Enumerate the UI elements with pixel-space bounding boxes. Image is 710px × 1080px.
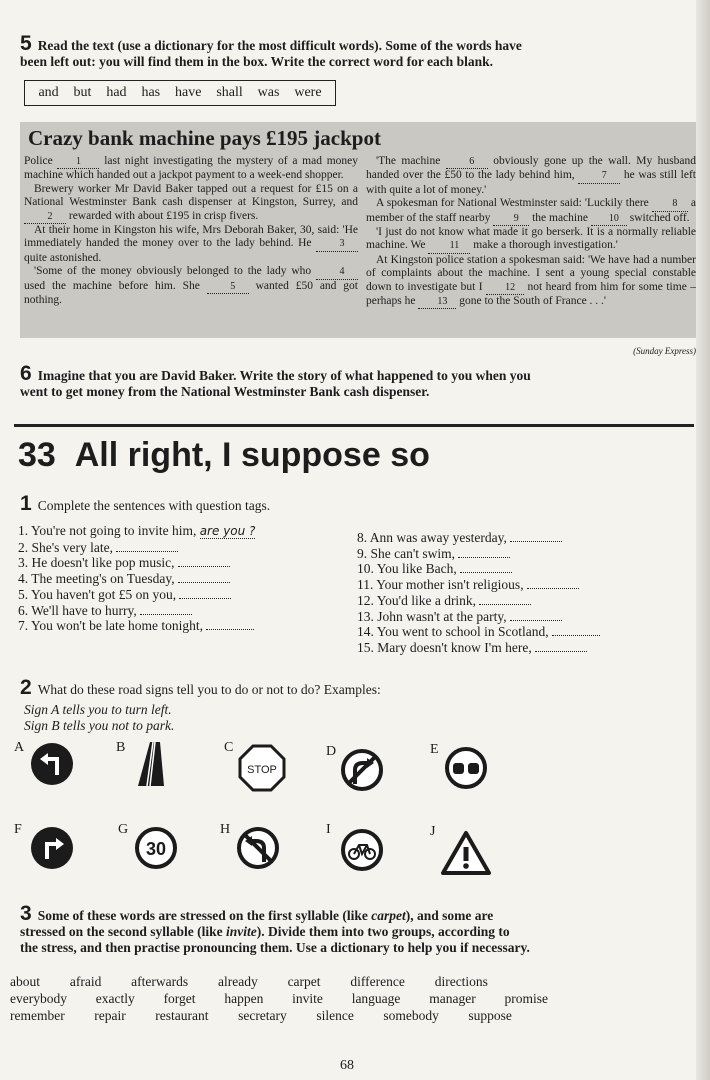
exercise-3-instruction: 3 Some of these words are stressed on the first syllable (like carpet), and some are stressed on the second syllable (like invite). Divide them into two groups, according to the stress, and then practise pronouncing them. Use a dictionary to help you if necessary.: [20, 902, 530, 955]
blank[interactable]: 4: [316, 265, 358, 279]
sign-label: F: [14, 822, 22, 837]
question-item: 1. You're not going to invite him, are you ?: [18, 523, 256, 538]
sign-label: E: [430, 742, 439, 757]
answer-field[interactable]: [178, 582, 230, 583]
example-word: invite: [226, 924, 257, 939]
box-word: was: [257, 85, 280, 100]
article-right-column: [366, 155, 696, 309]
box-word: have: [175, 85, 202, 100]
article-paragraph: At Kingston police station a spokesman said: 'We have had a number of complaints about the machine. I sent a young special constable down to investigate but I 12 not heard from him for some time – perhaps he 13 gone to the South of France . . .': [366, 254, 696, 310]
box-word: but: [73, 85, 92, 100]
question-item: 12. You'd like a drink,: [357, 593, 687, 609]
answer-field[interactable]: [479, 604, 531, 605]
unit-divider: [14, 424, 694, 427]
word: exactly: [95, 991, 135, 1006]
question-item: 3. He doesn't like pop music,: [18, 555, 348, 571]
blank[interactable]: 12: [486, 281, 524, 295]
question-item: 11. Your mother isn't religious,: [357, 577, 687, 593]
blank[interactable]: 3: [316, 237, 358, 251]
word: afraid: [69, 974, 102, 989]
blank[interactable]: 10: [591, 212, 627, 226]
example-b: Sign B tells you not to park.: [24, 718, 175, 733]
exercise-1-instruction: [20, 492, 520, 515]
exercise-6-instruction: [20, 362, 540, 400]
answer-field[interactable]: [460, 572, 512, 573]
question-item: 8. Ann was away yesterday,: [357, 530, 687, 546]
word: carpet: [287, 974, 321, 989]
word: afterwards: [131, 974, 189, 989]
answer-field[interactable]: [552, 635, 600, 636]
blank[interactable]: 2: [24, 210, 66, 224]
no-cycling-sign-icon: [340, 828, 384, 872]
article-paragraph: At their home in Kingston his wife, Mrs Deborah Baker, 30, said: 'He immediately handed the money over to the lady behind. He 3 quite astonished.: [24, 224, 358, 264]
word: everybody: [10, 991, 67, 1006]
blank[interactable]: 8: [652, 197, 688, 211]
question-item: 14. You went to school in Scotland,: [357, 624, 687, 640]
article-paragraph: Police 1 last night investigating the mystery of a mad money machine which handed out a jackpot payment to a week-end shopper.: [24, 155, 358, 182]
instruction-text: Imagine that you are David Baker. Write the story of what happened to you when you went to get money from the National Westminster Bank cash dispenser.: [20, 368, 531, 399]
svg-text:30: 30: [145, 839, 167, 859]
no-parking-road-sign-icon: [130, 742, 174, 786]
word: restaurant: [155, 1008, 209, 1023]
question-item: 5. You haven't got £5 on you,: [18, 587, 348, 603]
word: already: [217, 974, 258, 989]
box-word: has: [141, 85, 161, 100]
answer-field[interactable]: [178, 566, 230, 567]
example-word: carpet: [371, 908, 406, 923]
sign-label: A: [14, 740, 25, 755]
sign-label: D: [326, 744, 337, 759]
question-list-right: [357, 530, 687, 656]
answer-field[interactable]: [535, 651, 587, 652]
blank[interactable]: 9: [493, 212, 529, 226]
word: manager: [429, 991, 476, 1006]
warning-sign-icon: [440, 830, 492, 876]
blank[interactable]: 5: [207, 280, 249, 294]
box-word: had: [106, 85, 127, 100]
article-headline: Crazy bank machine pays £195 jackpot: [28, 126, 381, 150]
exercise-number: 3: [20, 902, 32, 925]
article-left-column: [24, 155, 358, 307]
answer-field[interactable]: [206, 629, 254, 630]
svg-text:STOP: STOP: [247, 764, 277, 776]
answer-field[interactable]: [510, 541, 562, 542]
answer-field[interactable]: [527, 588, 579, 589]
exercise-number: 2: [20, 676, 32, 699]
question-item: 2. She's very late,: [18, 540, 348, 556]
exercise-number: 6: [20, 362, 32, 385]
word-row: [10, 974, 488, 990]
word: about: [10, 974, 40, 989]
box-word: were: [294, 85, 322, 100]
blank[interactable]: 6: [446, 155, 488, 169]
word: somebody: [383, 1008, 439, 1023]
stop-sign-icon: [238, 744, 286, 792]
question-list-left: [18, 523, 348, 634]
sign-label: B: [116, 740, 126, 755]
page-edge-shadow: [696, 0, 710, 1080]
question-item: 13. John wasn't at the party,: [357, 609, 687, 625]
word: directions: [434, 974, 488, 989]
word: repair: [94, 1008, 126, 1023]
answer-field[interactable]: are you ?: [199, 524, 256, 538]
article-paragraph: 'Some of the money obviously belonged to the lady who 4 used the machine before him. She 5 wanted £50 and got nothing.: [24, 265, 358, 307]
exercise-number: 1: [20, 492, 32, 515]
article-paragraph: Brewery worker Mr David Baker tapped out a request for £15 on a National Westminster Bank cash dispenser at Kingston, Surrey, and 2 rewarded with about £195 in crisp fivers.: [24, 183, 358, 224]
word-row: [10, 991, 548, 1007]
article-source: (Sunday Express): [633, 346, 696, 356]
word: promise: [504, 991, 548, 1006]
turn-right-sign-icon: [30, 826, 74, 870]
article-paragraph: A spokesman for National Westminster said: 'Luckily there 8 a member of the staff nearby 9 the machine 10 switched off.: [366, 197, 696, 226]
word: forget: [163, 991, 196, 1006]
no-right-turn-sign-icon: [340, 748, 384, 792]
answer-field[interactable]: [458, 557, 510, 558]
word: difference: [350, 974, 405, 989]
word: secretary: [238, 1008, 287, 1023]
word-row: [10, 1008, 512, 1024]
sign-label: H: [220, 822, 231, 837]
article-paragraph: 'I just do not know what made it go berserk. It is a normally reliable machine. We 11 make a thorough investigation.': [366, 226, 696, 254]
word-box: [24, 80, 336, 106]
unit-heading: All right, I suppose so: [74, 436, 430, 474]
speed-limit-sign-icon: [134, 826, 178, 870]
word: silence: [316, 1008, 354, 1023]
answer-field[interactable]: [140, 614, 192, 615]
sign-label: J: [430, 824, 436, 839]
instruction-text: Complete the sentences with question tags.: [37, 498, 271, 513]
instruction-text: What do these road signs tell you to do or not to do? Examples:: [37, 682, 381, 697]
sign-label: I: [326, 822, 331, 837]
answer-field[interactable]: [510, 620, 562, 621]
sign-label: G: [118, 822, 129, 837]
unit-number: 33: [18, 436, 56, 474]
word: happen: [224, 991, 264, 1006]
word: language: [351, 991, 401, 1006]
question-item: 4. The meeting's on Tuesday,: [18, 571, 348, 587]
blank[interactable]: 7: [578, 169, 620, 183]
word: invite: [292, 991, 323, 1006]
answer-field[interactable]: [179, 598, 231, 599]
exercise-number: 5: [20, 32, 32, 55]
sign-label: C: [224, 740, 234, 755]
box-word: shall: [216, 85, 243, 100]
no-left-turn-sign-icon: [236, 826, 280, 870]
article-paragraph: 'The machine 6 obviously gone up the wall. My husband handed over the £50 to the lady behind him, 7 he was still left with quite a lot of money.': [366, 155, 697, 196]
word-list: [10, 974, 550, 1024]
blank[interactable]: 13: [418, 295, 456, 309]
sign-examples: [24, 702, 174, 734]
unit-title: [18, 436, 430, 475]
exercise-5-instruction: [20, 32, 550, 70]
question-item: 6. We'll have to hurry,: [18, 603, 348, 619]
word: remember: [10, 1008, 65, 1023]
question-item: 7. You won't be late home tonight,: [18, 618, 348, 634]
no-overtaking-sign-icon: [444, 746, 488, 790]
blank[interactable]: 11: [428, 239, 470, 253]
word: suppose: [468, 1008, 512, 1023]
example-a: Sign A tells you to turn left.: [24, 702, 172, 717]
question-item: 10. You like Bach,: [357, 561, 687, 577]
question-item: 9. She can't swim,: [357, 546, 687, 562]
question-item: 15. Mary doesn't know I'm here,: [357, 640, 687, 656]
page-number: 68: [340, 1058, 354, 1073]
turn-left-sign-icon: [30, 742, 74, 786]
answer-field[interactable]: [116, 551, 178, 552]
box-word: and: [38, 85, 59, 100]
blank[interactable]: 1: [57, 155, 99, 169]
exercise-2-instruction: [20, 676, 520, 699]
instruction-text: Read the text (use a dictionary for the most difficult words). Some of the words have been left out: you will find them in the box. Write the correct word for each blank.: [20, 38, 522, 69]
